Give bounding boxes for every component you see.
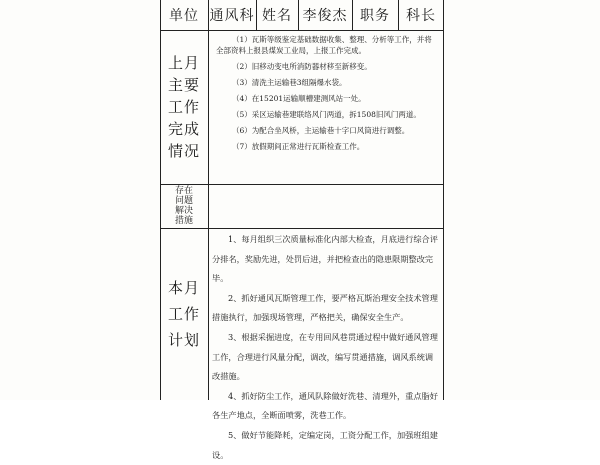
this-month-label [160,228,208,400]
list-item: （3）清洗主运输巷3组隔爆水袋。 [232,78,347,87]
label-line: 计划 [167,331,200,349]
list-item: （6）为配合坐风桥，主运输巷十字口风筒进行调整。 [232,126,410,135]
list-item: 2、抓好通风瓦斯管理工作，要严格瓦斯治理安全技术管理措施执行，加强现场管理，严格把关，确保安全生产。 [212,292,438,323]
label-line: 存在 [174,186,193,196]
unit-value: 通风科 [209,8,255,24]
label-line: 上月 [167,54,200,72]
label-line: 完成 [167,120,200,138]
label-col-divider [208,30,209,400]
position-label: 职务 [360,8,390,24]
label-line: 措施 [174,216,193,226]
last-month-items [216,34,438,157]
last-month-label [160,30,208,184]
list-item: （2）旧移动变电所消防器材移至新移变。 [232,62,372,71]
position-value: 科长 [406,8,436,24]
list-item: 3、根据采掘进度，在专用回风巷贯通过程中做好通风管理工作，合理进行风量分配，调改，编写贯通措施，调风系统调改措施。 [212,331,438,382]
list-item: （5）采区运输巷建联络风门两道，拆1508旧风门两道。 [232,110,421,119]
label-line: 主要 [167,76,200,94]
label-line: 解决 [174,206,193,216]
list-item: （4）在15201运输顺槽建测风站一处。 [232,94,366,103]
list-item: 4、抓好防尘工作，通风队除做好洗巷、清理外，重点脂好各生产地点，全断面喷雾，洗巷工作。 [212,390,438,421]
list-item: 5、做好节能降耗，定编定岗，工资分配工作，加强班组建设。 [212,429,438,460]
problems-label [160,184,208,228]
label-line: 情况 [167,142,200,160]
list-item: （7）放假期间正常进行瓦斯检查工作。 [232,142,365,151]
list-item: （1）瓦斯等级鉴定基础数据收集、整理、分析等工作，并将全部资料上报县煤炭工业局，上报工作完成。 [216,35,432,55]
label-line: 本月 [167,279,200,297]
list-item: 1、每月组织三次质量标准化内部大检查，月底进行综合评分排名，奖励先进，处罚后进，并把检查出的隐患限期整改完毕。 [212,234,438,284]
name-label: 姓名 [262,8,292,24]
unit-label: 单位 [169,8,199,24]
label-line: 工作 [167,98,200,116]
this-month-items [212,230,440,465]
name-value: 李俊杰 [302,8,348,24]
label-line: 工作 [167,305,200,323]
label-line: 问题 [174,196,193,206]
